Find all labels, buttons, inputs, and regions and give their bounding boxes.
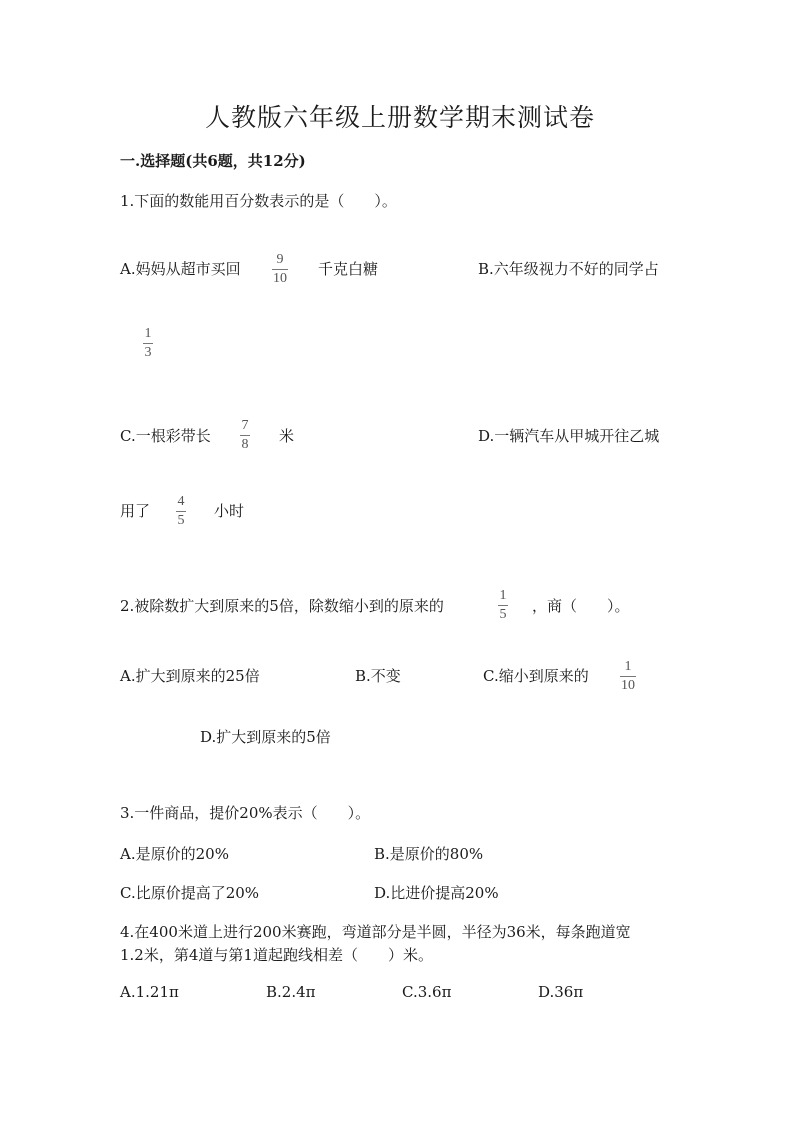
fraction-numerator: 1 [499, 588, 507, 603]
question-3-stem: 3.一件商品，提价20%表示（ ）。 [120, 804, 371, 822]
fraction-numerator: 7 [241, 418, 249, 433]
fraction-bar [620, 676, 636, 677]
fraction-denominator: 3 [144, 345, 152, 360]
fraction-numerator: 9 [276, 252, 284, 267]
q1-option-b-text: B.六年级视力不好的同学占 [478, 260, 659, 278]
q1-option-a-fraction [272, 252, 288, 286]
q2-option-d: D.扩大到原来的5倍 [200, 728, 331, 746]
q3-option-b: B.是原价的80% [374, 845, 484, 863]
fraction-denominator: 5 [499, 607, 507, 622]
fraction-numerator: 4 [177, 494, 185, 509]
q3-option-d: D.比进价提高20% [374, 884, 499, 902]
q4-option-d: D.36π [538, 983, 584, 1001]
q2-option-c-text: C.缩小到原来的 [483, 667, 589, 685]
q1-option-c-fraction [240, 418, 250, 452]
fraction-bar [143, 343, 153, 344]
q2-option-b: B.不变 [355, 667, 401, 685]
fraction-denominator: 5 [177, 513, 185, 528]
question-4-stem-line-2: 1.2米，第4道与第1道起跑线相差（ ）米。 [120, 946, 433, 964]
q4-option-c: C.3.6π [402, 983, 452, 1001]
q1-option-d-text: D.一辆汽车从甲城开往乙城 [478, 427, 660, 445]
section-heading: 一.选择题(共6题，共12分) [120, 152, 306, 170]
q1-option-d-continuation: 用了 [120, 502, 151, 520]
question-2-stem-suffix: ，商（ ）。 [532, 597, 630, 615]
question-1-stem: 1.下面的数能用百分数表示的是（ ）。 [120, 192, 397, 210]
fraction-bar [176, 511, 186, 512]
q1-option-d-fraction [176, 494, 186, 528]
q1-option-a-text: A.妈妈从超市买回 [120, 260, 241, 278]
fraction-denominator: 8 [241, 437, 249, 452]
page-title: 人教版六年级上册数学期末测试卷 [204, 103, 595, 132]
q1-option-a-suffix: 千克白糖 [318, 260, 379, 278]
q1-option-c-suffix: 米 [279, 427, 295, 445]
q2-option-c-fraction [620, 659, 636, 693]
fraction-bar [240, 435, 250, 436]
fraction-bar [272, 269, 288, 270]
fraction-denominator: 10 [621, 678, 635, 693]
fraction-numerator: 1 [144, 326, 152, 341]
fraction-bar [498, 605, 508, 606]
q2-option-a: A.扩大到原来的25倍 [120, 667, 260, 685]
q1-option-d-suffix: 小时 [214, 502, 245, 520]
fraction-denominator: 10 [273, 271, 287, 286]
q1-option-c-text: C.一根彩带长 [120, 427, 211, 445]
q4-option-b: B.2.4π [266, 983, 316, 1001]
q3-option-c: C.比原价提高了20% [120, 884, 260, 902]
question-2-stem: 2.被除数扩大到原来的5倍，除数缩小到的原来的 [120, 597, 444, 615]
q1-option-b-fraction [143, 326, 153, 360]
q2-stem-fraction [498, 588, 508, 622]
q3-option-a: A.是原价的20% [120, 845, 229, 863]
q4-option-a: A.1.21π [120, 983, 179, 1001]
fraction-numerator: 1 [624, 659, 632, 674]
question-4-stem-line-1: 4.在400米道上进行200米赛跑，弯道部分是半圆，半径为36米，每条跑道宽 [120, 923, 631, 941]
